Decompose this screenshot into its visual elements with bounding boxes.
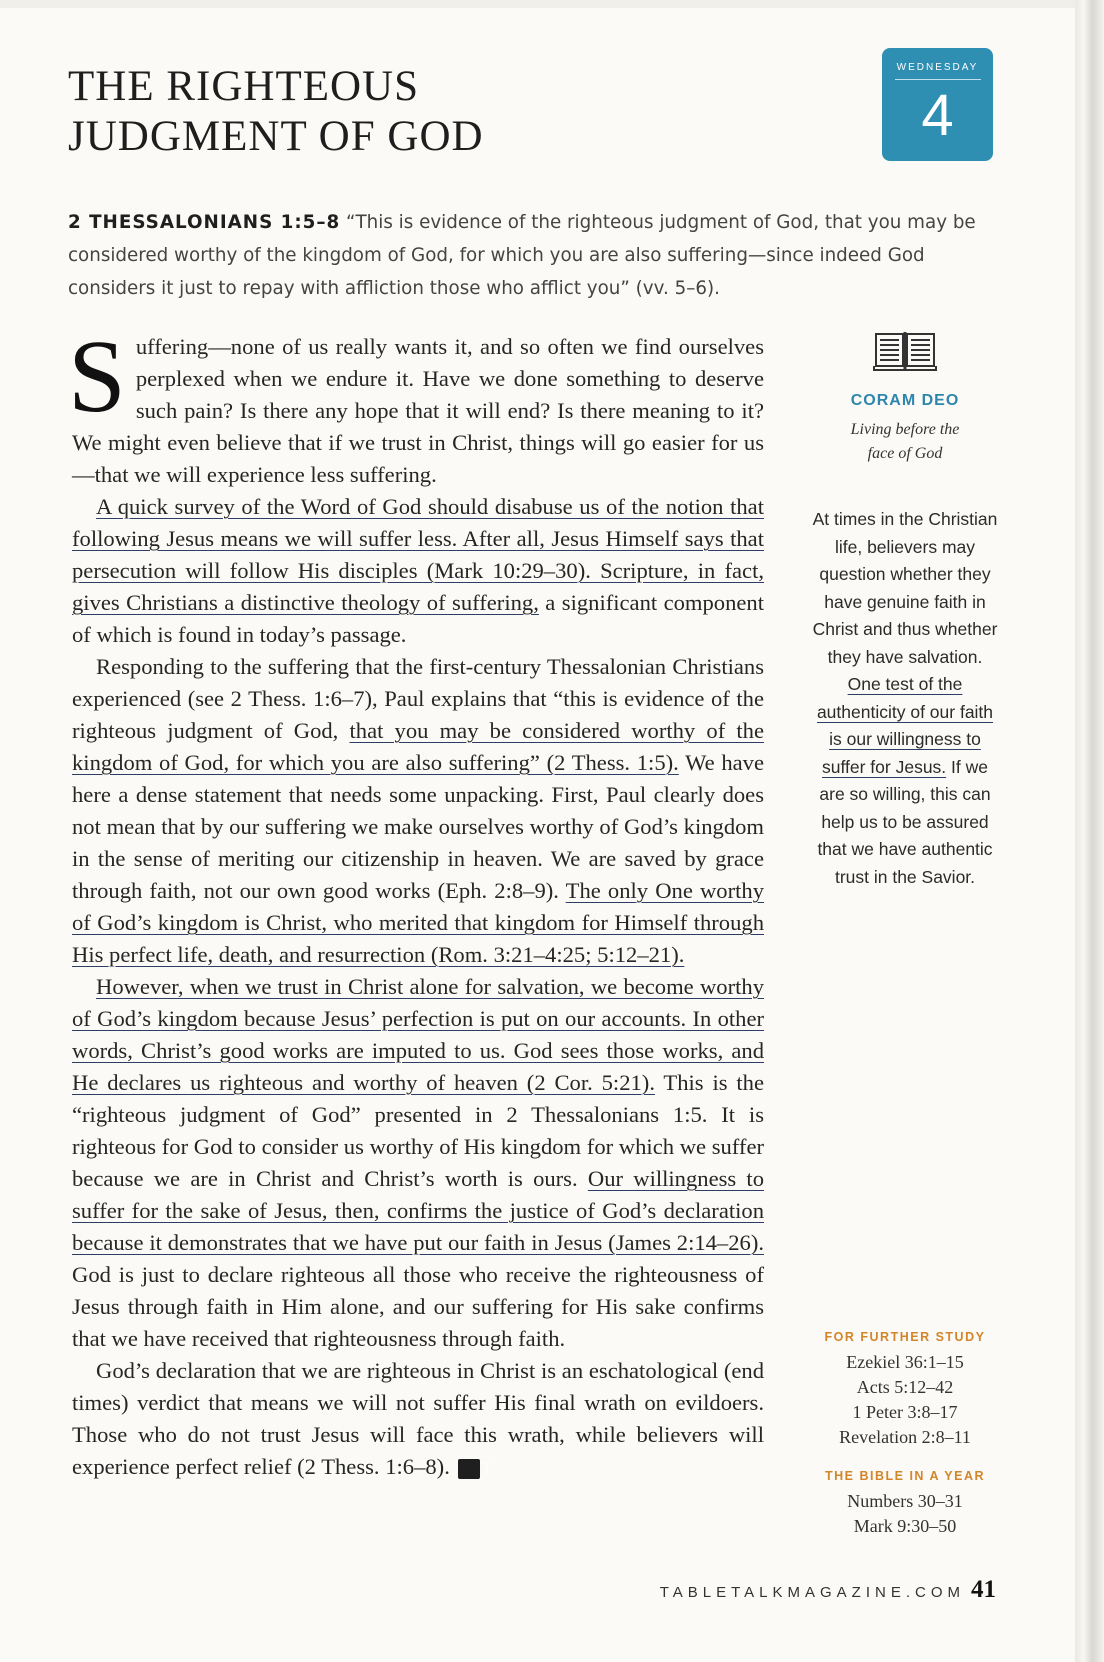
list-item: Acts 5:12–42 — [856, 1377, 954, 1397]
highlighted-text: Our willingness to suffer for the sake of Jesus, then, confirms the justice of God’s declaration because it demonstrates that we have put our faith in Jesus (James 2:14–26). — [72, 1166, 764, 1255]
bible-year-label: THE BIBLE IN A YEAR — [825, 1469, 985, 1483]
list-item: 1 Peter 3:8–17 — [852, 1402, 958, 1422]
drop-cap: S — [68, 319, 126, 434]
paragraph-4-text-a: This is the “righteous judgment of God” presented in 2 Thessalonians 1:5. It is righteous for God to consider us worthy of His kingdom for which we suffer because we are in Christ and Christ’s worth is ours. — [72, 1070, 764, 1191]
paragraph-3-text-b: We have here a dense statement that needs some unpacking. First, Paul clearly does not mean that by our suffering we make ourselves worthy of God’s kingdom in the sense of meriting our citizenship in heaven. We are saved by grace through faith, not our own good works (Eph. 2:8–9). — [72, 750, 764, 903]
list-item: Mark 9:30–50 — [853, 1516, 957, 1536]
coram-deo-subtitle — [810, 418, 1000, 466]
coram-deo-sidebar — [810, 330, 1000, 891]
bible-year-list — [810, 1489, 1000, 1539]
scripture-text: “This is evidence of the righteous judgment of God, that you may be considered worthy of the kingdom of God, for which you are also suffering—since indeed God considers it just to repay with affliction those who afflict you” (vv. 5–6). — [68, 212, 976, 299]
page-title — [68, 62, 484, 162]
coram-deo-text — [813, 506, 998, 891]
day-label: WEDNESDAY — [896, 62, 979, 73]
highlighted-text: However, when we trust in Christ alone for salvation, we become worthy of God’s kingdom because Jesus’ perfection is put on our accounts. In other words, Christ’s good works are imputed to us. God sees those works, and He declares us righteous and worthy of heaven (2 Cor. 5:21). — [72, 974, 764, 1095]
paragraph-1-text: uffering—none of us really wants it, and so often we find ourselves perplexed when we endure it. Have we done something to deserve such pain? Is there any hope that it will end? Is there meaning to it? We might even believe that if we trust in Christ, things will go easier for us—that we will experience less suffering. — [72, 334, 764, 487]
page-number: 41 — [971, 1576, 996, 1603]
scripture-reference: 2 THESSALONIANS 1:5–8 — [68, 212, 341, 233]
paragraph-2 — [72, 491, 764, 651]
highlighted-text: One test of the authenticity of our faith is our willingness to suffer for Jesus. — [816, 674, 994, 777]
list-item: Revelation 2:8–11 — [839, 1427, 971, 1447]
title-line-1: THE RIGHTEOUS — [68, 63, 419, 110]
paragraph-5 — [72, 1355, 764, 1483]
further-study — [810, 1330, 1000, 1450]
day-badge — [882, 48, 993, 161]
highlighted-text: A quick survey of the Word of God should disabuse us of the notion that following Jesus means we will suffer less. After all, Jesus Himself says that persecution will follow His disciples (Mark 10:29–30). Scripture, in fact, gives Christians a distinctive theology of suffering, — [72, 494, 764, 615]
coram-deo-title: CORAM DEO — [850, 392, 960, 409]
paragraph-5-text: God’s declaration that we are righteous in Christ is an eschatological (end times) verdict that means we will not suffer His final wrath on evildoers. Those who do not trust Jesus will face this wrath, while believers will experience perfect relief (2 Thess. 1:6–8). — [72, 1358, 764, 1479]
article-body — [68, 319, 764, 1483]
page-edge — [1075, 0, 1104, 1662]
further-study-list — [810, 1350, 1000, 1450]
highlighted-text: The only One worthy of God’s kingdom is Christ, who merited that kingdom for Himself through His perfect life, death, and resurrection (Rom. 3:21–4:25; 5:12–21). — [72, 878, 764, 967]
coram-text-b: If we are so willing, this can help us to be assured that we have authentic trust in the Savior. — [817, 756, 993, 887]
day-divider — [895, 79, 981, 80]
paragraph-4-text-b: God is just to declare righteous all those who receive the righteousness of Jesus through faith in Him alone, and our suffering for His sake confirms that we have received that righteousness through faith. — [72, 1262, 764, 1351]
paragraph-3-text-a: Responding to the suffering that the first-century Thessalonian Christians experienced (see 2 Thess. 1:6–7), Paul explains that “this is evidence of the righteous judgment of God, — [72, 654, 764, 743]
list-item: Numbers 30–31 — [847, 1491, 963, 1511]
bible-in-a-year — [810, 1469, 1000, 1539]
day-number: 4 — [921, 83, 954, 148]
paragraph-4 — [72, 971, 764, 1355]
page-footer — [660, 1576, 996, 1604]
subtitle-line-2: face of God — [867, 445, 943, 462]
paragraph-1 — [68, 319, 764, 491]
highlighted-text: that you may be considered worthy of the kingdom of God, for which you are also suffering” (2 Thess. 1:5). — [72, 718, 764, 775]
scripture-passage — [68, 206, 998, 305]
paragraph-3 — [72, 651, 764, 971]
list-item: Ezekiel 36:1–15 — [846, 1352, 964, 1372]
site-url: TABLETALKMAGAZINE.COM — [659, 1584, 965, 1601]
coram-text-a: At times in the Christian life, believers may question whether they have genuine faith in Christ and thus whether they have salvation. — [812, 509, 998, 667]
paragraph-2-text: a significant component of which is found in today’s passage. — [72, 590, 764, 647]
end-mark-icon: T — [458, 1459, 480, 1479]
open-book-icon — [872, 330, 938, 374]
further-study-label: FOR FURTHER STUDY — [824, 1330, 986, 1344]
title-line-2: JUDGMENT OF GOD — [68, 113, 484, 160]
subtitle-line-1: Living before the — [850, 421, 960, 438]
